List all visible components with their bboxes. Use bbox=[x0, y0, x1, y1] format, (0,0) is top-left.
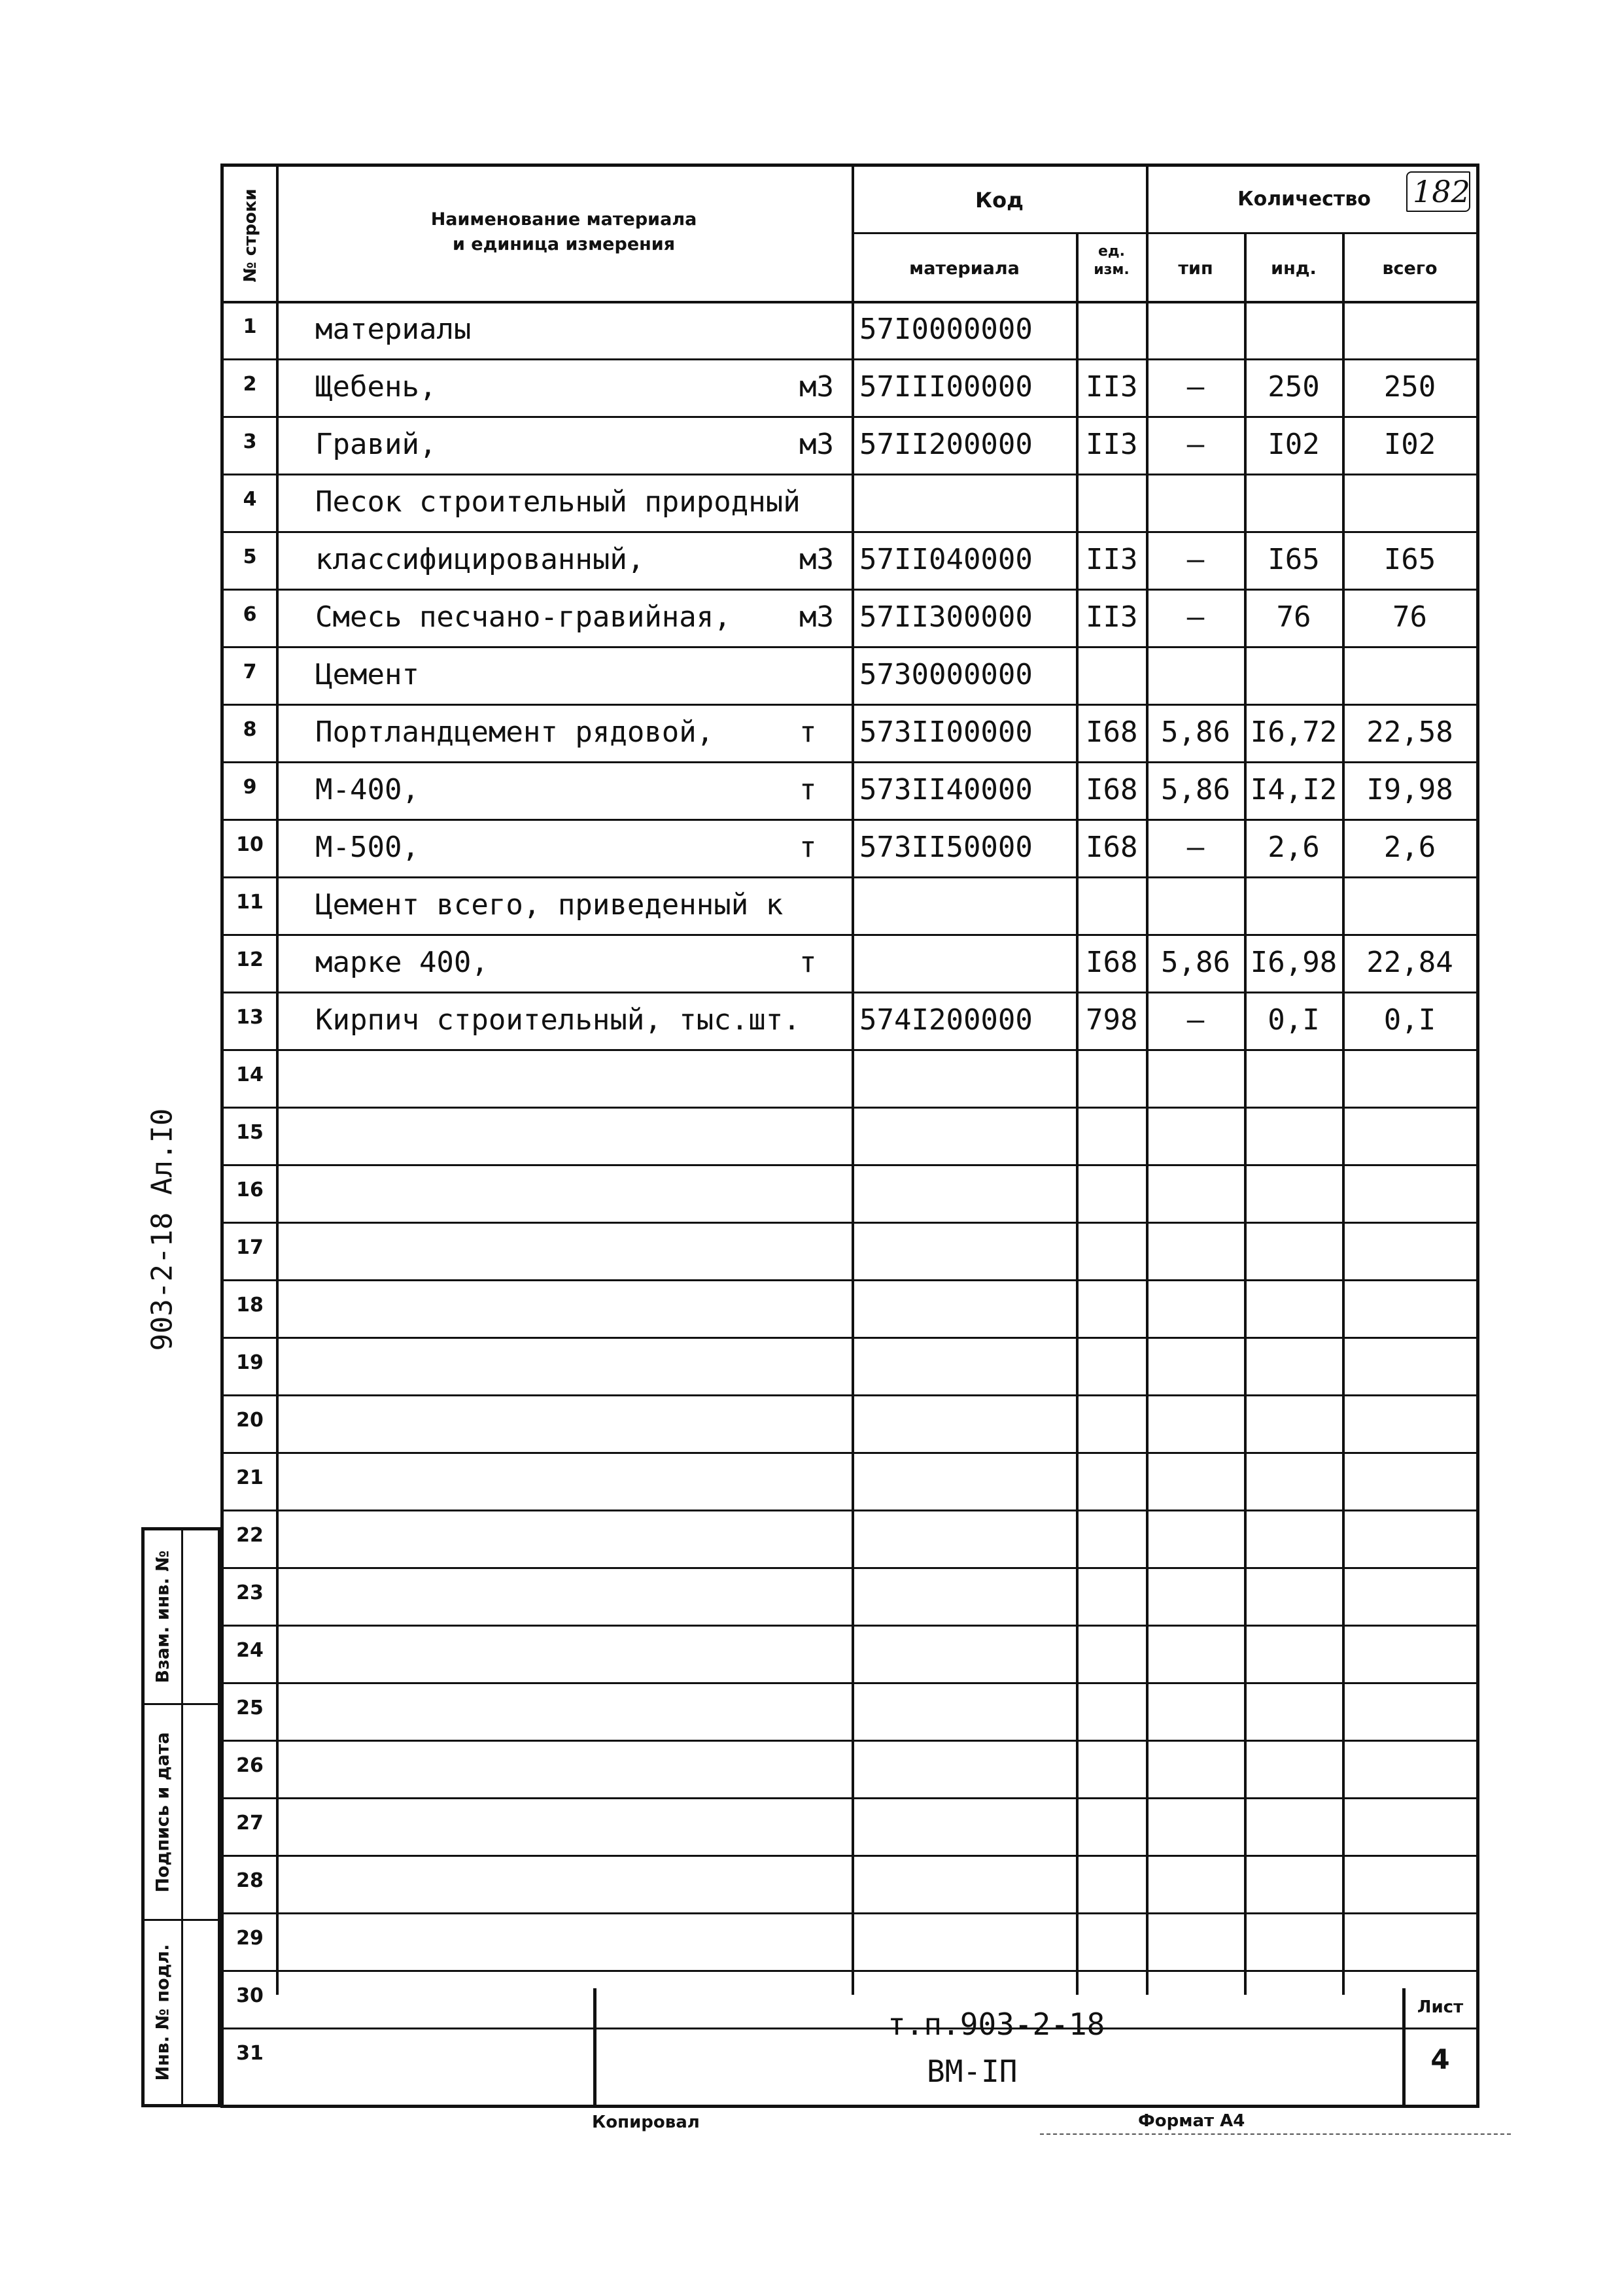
material-unit: т bbox=[799, 716, 817, 749]
table-row bbox=[224, 646, 1476, 704]
qty-total: I9,98 bbox=[1366, 773, 1453, 806]
header-name: Наименование материала и единица измерения bbox=[430, 209, 697, 254]
qty-type: – bbox=[1186, 831, 1205, 864]
material-name: Смесь песчано-гравийная, bbox=[315, 600, 731, 634]
table-row bbox=[224, 1107, 1476, 1164]
material-name: Кирпич строительный, тыс.шт. bbox=[315, 1003, 801, 1037]
material-code: 573II00000 bbox=[859, 716, 1033, 749]
side-stamp-podpis: Подпись и дата bbox=[145, 1705, 218, 1921]
material-code: 573II50000 bbox=[859, 831, 1033, 864]
table-row bbox=[224, 819, 1476, 876]
materials-table bbox=[220, 164, 1479, 2108]
row-number: 12 bbox=[236, 948, 264, 971]
title-block-sheet-divider bbox=[1402, 2028, 1476, 2029]
row-number: 31 bbox=[236, 2042, 264, 2065]
qty-ind: I02 bbox=[1268, 428, 1320, 461]
material-unit: т bbox=[799, 946, 817, 979]
footer-copied: Копировал bbox=[592, 2113, 700, 2132]
document-sheet: 182 903-2-18 Ал.I0 Взам. инв. № Подпись и дата Инв. № подл. № строки Наименование материала и единица измерения Код Количество материала ед. изм. тип инд. всего 1 материалы 57I0000000 2 Щебень, м3 57III00000 II3 – 250 250 3 Гравий, м3 57II200000 II3 – I02 I02 4 Песок строительный природный 5 классифицированный, м3 57II040000 II3 – I65 I65 6 Смесь песчано-гравийная, м3 57II300000 II3 – 76 76 7 Цемент 5730000000 8 Портландцемент рядовой, т 573II00000 I68 5,86 I6,72 22,58 9 М-400, т 573II40000 I68 5,86 I4,I2 I9,98 10 М-500, т 573II50000 I68 – 2,6 2,6 11 Цемент всего, приведенный к 12 марке 400, т I68 5,86 I6,98 22,84 13 Кирпич строительный, тыс.шт. 574I200000 798 – 0,I 0,I 14 15 16 17 18 19 20 21 22 23 24 25 26 27 28 29 30 31 т.п.903-2-18 ВМ-ІП Лист 4 Копировал Формат А4 bbox=[0, 0, 1624, 2295]
qty-ind: 0,I bbox=[1268, 1003, 1320, 1037]
row-number: 10 bbox=[236, 833, 264, 856]
row-number: 3 bbox=[243, 430, 257, 453]
unit-code: II3 bbox=[1086, 428, 1138, 461]
table-row bbox=[224, 1049, 1476, 1107]
material-unit: м3 bbox=[799, 428, 834, 461]
row-number: 5 bbox=[243, 545, 257, 568]
header-type: тип bbox=[1178, 258, 1213, 279]
unit-code: I68 bbox=[1086, 716, 1138, 749]
unit-code: II3 bbox=[1086, 543, 1138, 576]
qty-type: 5,86 bbox=[1161, 946, 1230, 979]
material-code: 57II200000 bbox=[859, 428, 1033, 461]
header-code: Код bbox=[975, 188, 1024, 213]
material-name: М-400, bbox=[315, 773, 419, 806]
row-number: 29 bbox=[236, 1927, 264, 1950]
qty-ind: 2,6 bbox=[1268, 831, 1320, 864]
material-code: 57III00000 bbox=[859, 370, 1033, 404]
footer-format: Формат А4 bbox=[1138, 2111, 1245, 2131]
qty-total: 2,6 bbox=[1383, 831, 1436, 864]
row-number: 2 bbox=[243, 373, 257, 396]
table-row bbox=[224, 416, 1476, 474]
header-unit: ед. изм. bbox=[1094, 243, 1130, 278]
qty-total: I02 bbox=[1383, 428, 1436, 461]
title-block-sheet-number: 4 bbox=[1430, 2043, 1450, 2075]
side-stamp bbox=[141, 1527, 221, 2107]
material-name: Щебень, bbox=[315, 370, 437, 404]
table-row bbox=[224, 589, 1476, 646]
table-row bbox=[224, 1855, 1476, 1912]
material-unit: т bbox=[799, 831, 817, 864]
qty-type: 5,86 bbox=[1161, 773, 1230, 806]
material-code: 574I200000 bbox=[859, 1003, 1033, 1037]
qty-total: 0,I bbox=[1383, 1003, 1436, 1037]
header-row-number: № строки bbox=[241, 188, 260, 283]
row-number: 17 bbox=[236, 1236, 264, 1259]
row-number: 25 bbox=[236, 1697, 264, 1719]
qty-total: I65 bbox=[1383, 543, 1436, 576]
table-row bbox=[224, 761, 1476, 819]
table-row bbox=[224, 474, 1476, 531]
title-block-sheet-label: Лист bbox=[1417, 1997, 1464, 2017]
material-code: 573II40000 bbox=[859, 773, 1033, 806]
table-row bbox=[224, 1567, 1476, 1625]
qty-ind: I6,98 bbox=[1250, 946, 1338, 979]
row-number: 15 bbox=[236, 1121, 264, 1144]
material-code: 5730000000 bbox=[859, 658, 1033, 691]
material-name: Песок строительный природный bbox=[315, 485, 801, 519]
table-row bbox=[224, 1912, 1476, 1970]
material-unit: м3 bbox=[799, 543, 834, 576]
row-number: 9 bbox=[243, 776, 257, 799]
row-number: 26 bbox=[236, 1754, 264, 1777]
footer-line bbox=[1040, 2133, 1511, 2135]
row-number: 22 bbox=[236, 1524, 264, 1547]
material-code: 57II300000 bbox=[859, 600, 1033, 634]
header-quantity: Количество bbox=[1237, 188, 1371, 211]
material-name: материалы bbox=[315, 313, 472, 346]
table-row bbox=[224, 531, 1476, 589]
material-code: 57II040000 bbox=[859, 543, 1033, 576]
side-stamp-inv: Инв. № подл. bbox=[152, 1944, 173, 2081]
row-number: 13 bbox=[236, 1006, 264, 1029]
unit-code: 798 bbox=[1086, 1003, 1138, 1037]
row-number: 28 bbox=[236, 1869, 264, 1892]
row-number: 11 bbox=[236, 891, 264, 914]
material-name: Цемент всего, приведенный к bbox=[315, 888, 784, 922]
material-name: классифицированный, bbox=[315, 543, 645, 576]
header-total: всего bbox=[1382, 258, 1438, 279]
table-row bbox=[224, 358, 1476, 416]
material-unit: м3 bbox=[799, 600, 834, 634]
title-block-album: ВМ-ІП bbox=[927, 2054, 1018, 2089]
material-name: Цемент bbox=[315, 658, 419, 691]
material-name: Гравий, bbox=[315, 428, 437, 461]
qty-type: – bbox=[1186, 1003, 1205, 1037]
row-number: 19 bbox=[236, 1351, 264, 1374]
row-number: 23 bbox=[236, 1581, 264, 1604]
table-row bbox=[224, 1510, 1476, 1567]
row-number: 30 bbox=[236, 1984, 264, 2007]
row-number: 21 bbox=[236, 1466, 264, 1489]
header-ind: инд. bbox=[1271, 258, 1317, 279]
qty-ind: I4,I2 bbox=[1250, 773, 1338, 806]
qty-type: – bbox=[1186, 428, 1205, 461]
material-name: Портландцемент рядовой, bbox=[315, 716, 714, 749]
table-row bbox=[224, 1164, 1476, 1222]
table-row bbox=[224, 1452, 1476, 1510]
unit-code: II3 bbox=[1086, 370, 1138, 404]
qty-ind: 76 bbox=[1276, 600, 1311, 634]
page-number-handwritten: 182 bbox=[1406, 171, 1470, 212]
title-block-left-divider bbox=[593, 1988, 596, 2108]
row-number: 7 bbox=[243, 661, 257, 683]
table-row bbox=[224, 992, 1476, 1049]
table-row bbox=[224, 1394, 1476, 1452]
row-number: 8 bbox=[243, 718, 257, 741]
table-row bbox=[224, 1337, 1476, 1394]
unit-code: I68 bbox=[1086, 946, 1138, 979]
row-number: 20 bbox=[236, 1409, 264, 1432]
table-row bbox=[224, 1222, 1476, 1279]
qty-ind: I65 bbox=[1268, 543, 1320, 576]
row-number: 18 bbox=[236, 1294, 264, 1317]
table-row bbox=[224, 1625, 1476, 1682]
qty-total: 22,84 bbox=[1366, 946, 1453, 979]
side-stamp-vzam: Взам. инв. № bbox=[145, 1530, 218, 1705]
qty-type: 5,86 bbox=[1161, 716, 1230, 749]
table-row bbox=[224, 1797, 1476, 1855]
qty-ind: I6,72 bbox=[1250, 716, 1338, 749]
material-code: 57I0000000 bbox=[859, 313, 1033, 346]
row-number: 4 bbox=[243, 488, 257, 511]
table-row bbox=[224, 1682, 1476, 1740]
row-number: 27 bbox=[236, 1812, 264, 1835]
header-material-code: материала bbox=[909, 258, 1020, 279]
row-number: 24 bbox=[236, 1639, 264, 1662]
row-number: 14 bbox=[236, 1063, 264, 1086]
qty-total: 76 bbox=[1392, 600, 1427, 634]
qty-ind: 250 bbox=[1268, 370, 1320, 404]
material-name: марке 400, bbox=[315, 946, 489, 979]
qty-type: – bbox=[1186, 370, 1205, 404]
qty-total: 250 bbox=[1383, 370, 1436, 404]
row-number: 6 bbox=[243, 603, 257, 626]
material-name: М-500, bbox=[315, 831, 419, 864]
title-block-right-divider bbox=[1402, 1988, 1406, 2108]
header-mid-line bbox=[852, 232, 1479, 234]
row-number: 16 bbox=[236, 1179, 264, 1201]
material-unit: м3 bbox=[799, 370, 834, 404]
title-block bbox=[220, 1988, 1479, 2108]
unit-code: II3 bbox=[1086, 600, 1138, 634]
qty-type: – bbox=[1186, 543, 1205, 576]
table-row bbox=[224, 934, 1476, 992]
material-unit: т bbox=[799, 773, 817, 806]
table-row bbox=[224, 1279, 1476, 1337]
table-row bbox=[224, 704, 1476, 761]
unit-code: I68 bbox=[1086, 773, 1138, 806]
table-row bbox=[224, 876, 1476, 934]
unit-code: I68 bbox=[1086, 831, 1138, 864]
qty-type: – bbox=[1186, 600, 1205, 634]
row-number: 1 bbox=[243, 315, 257, 338]
table-row bbox=[224, 1740, 1476, 1797]
qty-total: 22,58 bbox=[1366, 716, 1453, 749]
table-row bbox=[224, 301, 1476, 358]
title-block-doc: т.п.903-2-18 bbox=[888, 2007, 1105, 2042]
